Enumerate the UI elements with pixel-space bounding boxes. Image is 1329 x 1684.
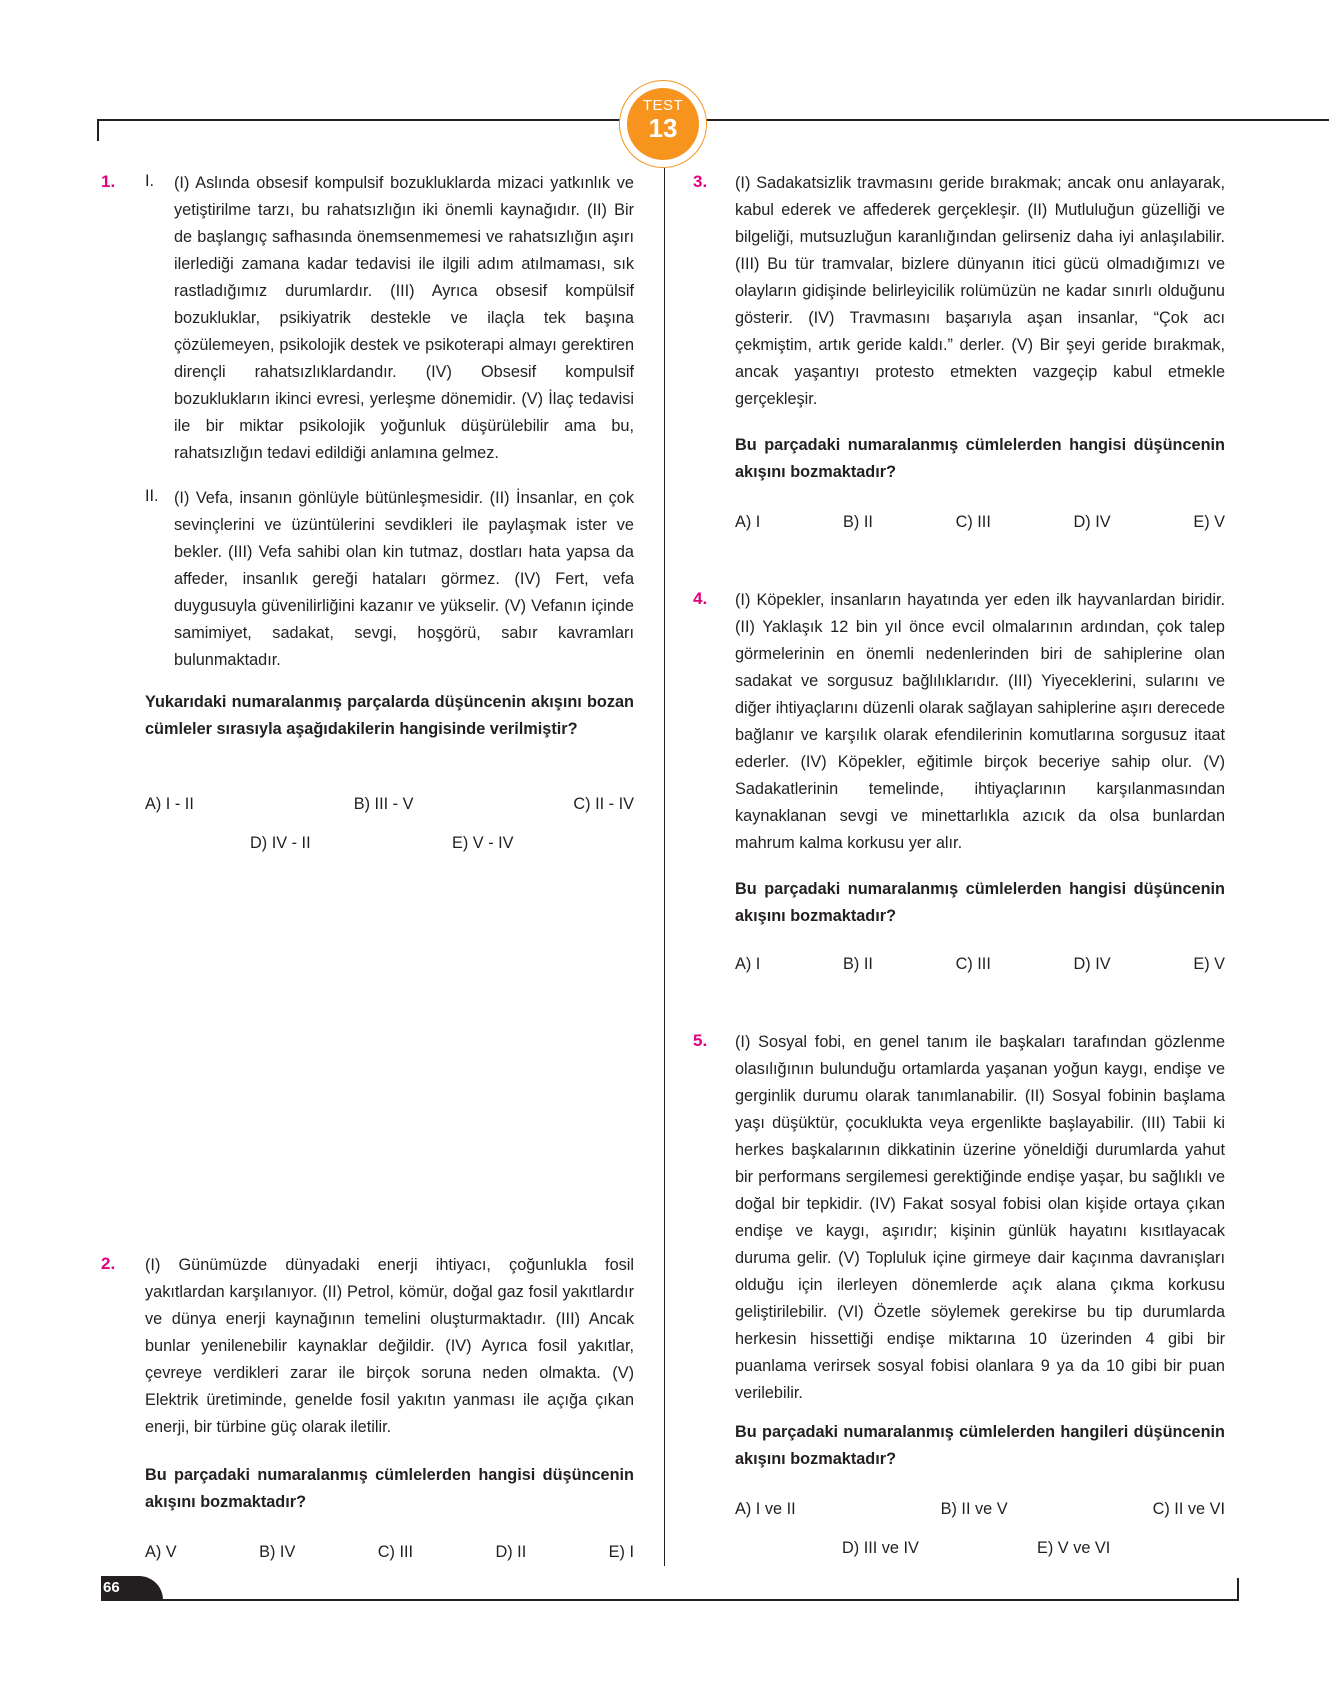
q2-option-e[interactable]: E) I — [608, 1543, 634, 1561]
q5-option-b[interactable]: B) II ve V — [940, 1500, 1008, 1518]
q1-options-row1 — [145, 795, 634, 814]
q3-option-e[interactable]: E) V — [1193, 513, 1225, 531]
q2-stem: Bu parçadaki numaralanmış cümlelerden hangisi düşüncenin akışını bozmaktadır? — [145, 1466, 634, 1511]
header-rule-right — [703, 119, 1329, 121]
q1-part1-label: I. — [145, 172, 155, 190]
q3-options — [735, 513, 1225, 532]
q5-option-c[interactable]: C) II ve VI — [1152, 1500, 1225, 1518]
q2-option-b[interactable]: B) IV — [259, 1543, 296, 1561]
q5-option-d[interactable]: D) III ve IV — [842, 1539, 919, 1557]
q4-option-d[interactable]: D) IV — [1073, 955, 1111, 973]
q5-text: (I) Sosyal fobi, en genel tanım ile başkaları tarafından gözlenme olasılığının bulunduğu ortamlarda yaşanan yoğun kaygı, endişe ve gerginlik durumu olarak tanımlanabilir. (II) Sosyal fobinin başlama yaşı düşüktür, çocuklukta veya ergenlikte başlayabilir. (III) Tabii ki herkes başkalarının dikkatinin üzerine yöneldiği durumlarda yahut bir performans sergilemesi gerektiğinde endişe yaşar, bu sağlıklı ve doğal bir tepkidir. (IV) Fakat sosyal fobisi olan kişide ortaya çıkan endişe ve kaygı, aşırıdır; kişinin günlük hayatını kısıtlayacak duruma gelir. (V) Topluluk içine girmeye dair kaçınma davranışları olduğu için ilerleyen dönemlerde açık alana çıkma korkusu geliştirilebilir. (VI) Özetle söylemek gerekirse bu tip durumlarda herkesin hissettiği endişe miktarına 10 üzerinden 4 gibi bir puanlama verirsek sosyal fobisi olanlara 9 ya da 10 gibi bir puan verilebilir. — [735, 1033, 1225, 1402]
q2-text: (I) Günümüzde dünyadaki enerji ihtiyacı, çoğunlukla fosil yakıtlardan karşılanıyor. (II) Petrol, kömür, doğal gaz fosil yakıtlardır ve dünya enerji kaynağının temelini oluşturmaktadır. (III) Ancak bunlar yenilenebilir kaynaklar değildir. (IV) Ayrıca fosil yakıtlar, çevreye verdikleri zarar ile birçok soruna neden olmakta. (V) Elektrik üretiminde, genelde fosil yakıtın yanması ile açığa çıkan enerji, bir türbine güç olarak iletilir. — [145, 1256, 634, 1436]
q3-number: 3. — [693, 172, 708, 191]
q1-option-e[interactable]: E) V - IV — [452, 834, 514, 852]
badge-number: 13 — [648, 113, 678, 143]
q5-option-a[interactable]: A) I ve II — [735, 1500, 796, 1518]
q4-number: 4. — [693, 589, 708, 608]
q5-number: 5. — [693, 1031, 708, 1050]
q3-option-b[interactable]: B) II — [843, 513, 873, 531]
q3-option-c[interactable]: C) III — [955, 513, 991, 531]
q1-option-b[interactable]: B) III - V — [353, 795, 414, 813]
q4-option-e[interactable]: E) V — [1193, 955, 1225, 973]
q5-stem: Bu parçadaki numaralanmış cümlelerden hangileri düşüncenin akışını bozmaktadır? — [735, 1423, 1225, 1468]
q2-options — [145, 1543, 634, 1562]
q3-option-a[interactable]: A) I — [735, 513, 761, 531]
q3-text: (I) Sadakatsizlik travmasını geride bırakmak; ancak onu anlayarak, kabul ederek ve affederek gerçekleşir. (II) Mutluluğun güzelliği ve bilgeliği, mutsuzluğun karanlığından gelirseniz daha iyi anlaşılabilir. (III) Bu tür tramvalar, bizlere dünyanın itici gücü olmadığımızı ve olayların gidişinde belirleyicilik rolümüzün ne kadar sınırlı olduğunu gösterir. (IV) Travmasını başarıyla aşan insanlar, “Çok acı çekmiştim, artık geride kaldı.” derler. (V) Bir şeyi geride bırakmak, ancak yaşantıyı protesto etmekten vazgeçip kabul etmekle gerçekleşir. — [735, 174, 1225, 408]
q1-number: 1. — [101, 172, 116, 191]
badge-label: TEST — [642, 97, 684, 114]
q2-option-a[interactable]: A) V — [145, 1543, 177, 1561]
header-rule-left — [97, 119, 621, 121]
q1-option-d[interactable]: D) IV - II — [250, 834, 311, 852]
q5-option-e[interactable]: E) V ve VI — [1037, 1539, 1111, 1557]
q1-part2-label: II. — [145, 487, 159, 505]
q4-options — [735, 955, 1225, 974]
q2-option-c[interactable]: C) III — [377, 1543, 414, 1561]
q2-number: 2. — [101, 1254, 116, 1273]
q3-option-d[interactable]: D) IV — [1073, 513, 1111, 531]
q4-option-a[interactable]: A) I — [735, 955, 761, 973]
footer-rule — [101, 1599, 1239, 1601]
q4-option-c[interactable]: C) III — [955, 955, 991, 973]
q1-option-a[interactable]: A) I - II — [145, 795, 194, 813]
q5-options-row1 — [735, 1500, 1225, 1519]
q3-stem: Bu parçadaki numaralanmış cümlelerden hangisi düşüncenin akışını bozmaktadır? — [735, 436, 1225, 481]
page-number: 66 — [103, 1579, 120, 1596]
q4-text: (I) Köpekler, insanların hayatında yer eden ilk hayvanlardan biridir. (II) Yaklaşık 12 bin yıl önce evcil olmalarının ardından, çok talep görmelerinin en önemli nedenlerinden biri de sahiplerine olan sadakat ve sorgusuz bağlılıklarıdır. (III) Yiyeceklerini, sularını ve diğer ihtiyaçlarını düzenli olarak sağlayan sahiplerine aşırı derecede bağlanır ve karşılık olarak efendilerinin komutlarına sorgusuz itaat ederler. (IV) Köpekler, eğitimle birçok beceriye sahip olur. (V) Sadakatlerinin temelinde, ihtiyaçlarının karşılanmasından kaynaklanan sevgi ve minettarlıkla azıcık da olsa bunlardan mahrum kalma korkusu yer alır. — [735, 591, 1225, 852]
q1-option-c[interactable]: C) II - IV — [573, 795, 634, 813]
q1-stem: Yukarıdaki numaralanmış parçalarda düşüncenin akışını bozan cümleler sırasıyla aşağıdakilerin hangisinde verilmiştir? — [145, 693, 634, 738]
header-rule-tick — [97, 119, 99, 141]
q4-stem: Bu parçadaki numaralanmış cümlelerden hangisi düşüncenin akışını bozmaktadır? — [735, 880, 1225, 925]
test-badge — [619, 80, 707, 168]
q4-option-b[interactable]: B) II — [843, 955, 873, 973]
footer-rule-tick — [1237, 1578, 1239, 1600]
q2-option-d[interactable]: D) II — [495, 1543, 527, 1561]
column-divider — [664, 168, 665, 1566]
q1-part2-text: (I) Vefa, insanın gönlüyle bütünleşmesidir. (II) İnsanlar, en çok sevinçlerini ve üzüntülerini sevdikleri ile paylaşmak ister ve bekler. (III) Vefa sahibi olan kin tutmaz, dostları hata yapsa da affeder, insanlık gereği hataları görmez. (IV) Fert, vefa duygusuyla güvenilirliğini kazanır ve yükselir. (V) Vefanın içinde samimiyet, sadakat, sevgi, hoşgörü, sabır kavramları bulunmaktadır. — [174, 489, 634, 669]
q1-part1-text: (I) Aslında obsesif kompulsif bozukluklarda mizaci yatkınlık ve yetiştirilme tarzı, bu rahatsızlığın iki önemli kaynağıdır. (II) Bir de başlangıç safhasında önemsenmemesi ve rahatsızlığın aşırı ilerlediği zamana kadar tedavisi ile ilgili adım atılmaması, sık rastladığımız durumlardır. (III) Ayrıca obsesif kompülsif bozukluklar, psikiyatrik destekle ve ilaçla tek başına çözülemeyen, psikolojik destek ve psikoterapi almayı gerektiren dirençli rahatsızlıklardandır. (IV) Obsesif kompulsif bozuklukların ikinci evresi, yerleşme dönemidir. (V) İlaç tedavisi ile bir miktar psikolojik yoğunluk düşürülebilir ama bu, rahatsızlığın tedavi edildiği anlamına gelmez. — [174, 174, 634, 462]
